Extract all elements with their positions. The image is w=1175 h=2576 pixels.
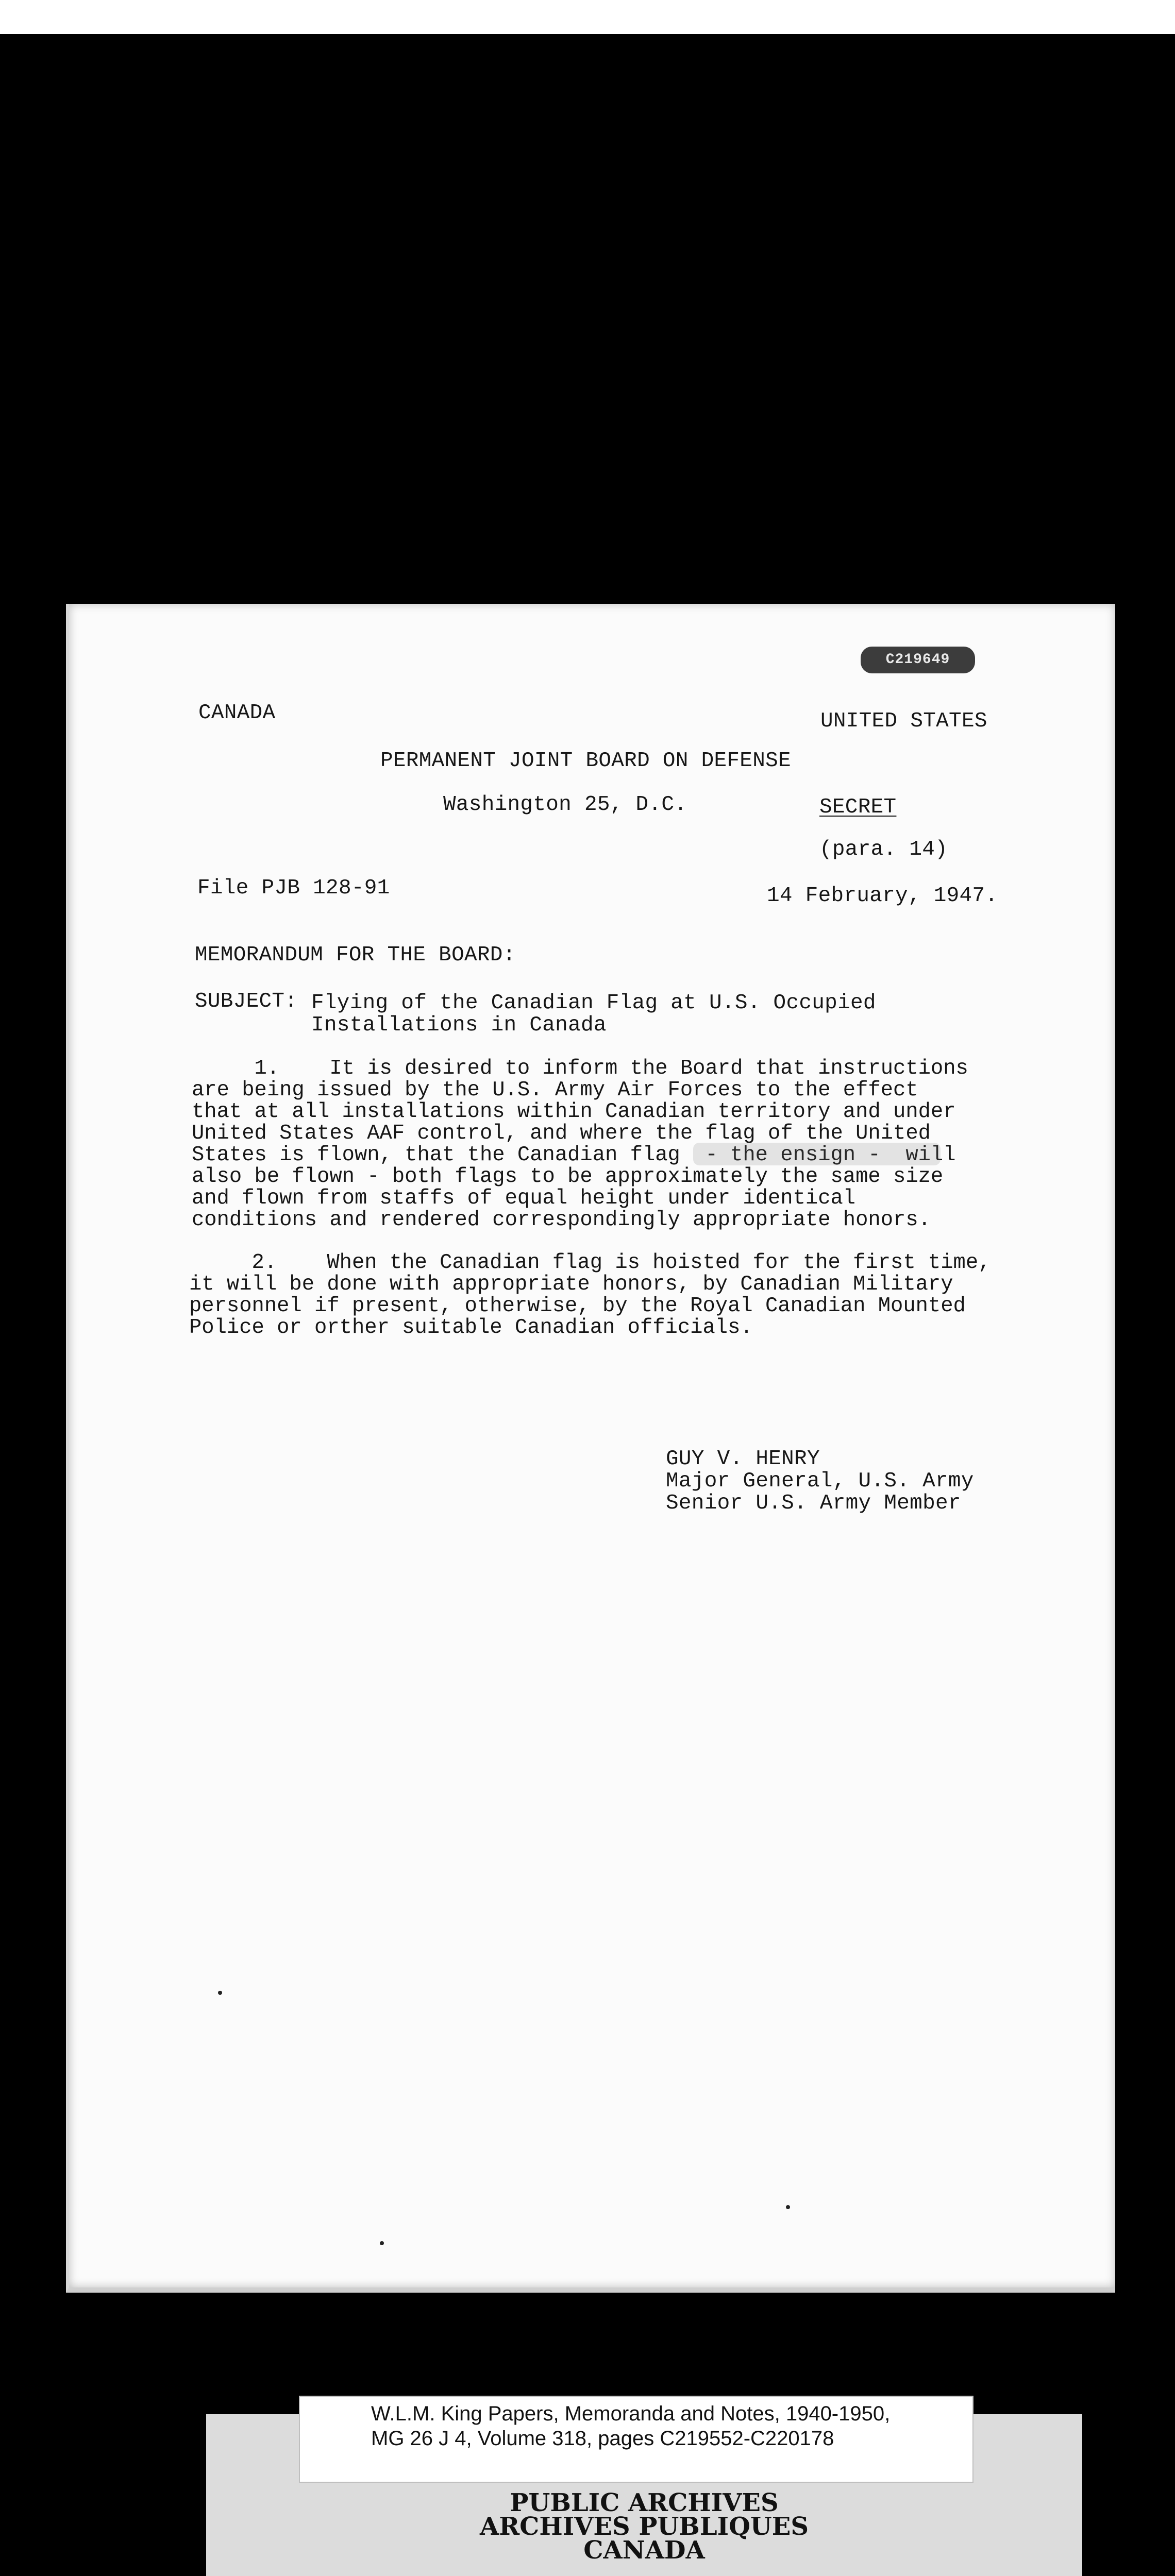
memo-page [66,604,1115,2293]
subject-label: SUBJECT: [195,990,298,1013]
page-number-stamp: C219649 [861,647,975,673]
archives-stamp-line-1: PUBLIC ARCHIVES [510,2488,779,2517]
file-reference: File PJB 128-91 [197,876,390,900]
smudged-text [693,1143,941,1165]
board-title: PERMANENT JOINT BOARD ON DEFENSE [380,749,791,773]
signature-name: GUY V. HENRY [666,1447,820,1471]
location: Washington 25, D.C. [443,793,687,817]
memo-date: 14 February, 1947. [767,884,998,908]
archive-citation-line-2: MG 26 J 4, Volume 318, pages C219552-C220178 [371,2427,834,2450]
memo-addressee: MEMORANDUM FOR THE BOARD: [195,943,516,967]
subject-line-1: Flying of the Canadian Flag at U.S. Occupied [311,991,876,1015]
header-united-states: UNITED STATES [820,709,987,733]
scan-speck [786,2205,790,2209]
subject-line-2: Installations in Canada [311,1013,607,1037]
scan-speck [380,2241,384,2245]
header-canada: CANADA [198,701,276,725]
signature-title-2: Senior U.S. Army Member [666,1492,961,1515]
classification-secret: SECRET [819,795,897,819]
paragraph-2: 2. When the Canadian flag is hoisted for the first time, it will be done with appropriate honors, by Canadian Military personnel if present, otherwise, by the Royal Canadian Mounted Police or orther suitable Canadian officials. [189,1251,991,1340]
signature-title-1: Major General, U.S. Army [666,1469,974,1493]
archive-citation-line-1: W.L.M. King Papers, Memoranda and Notes, 1940-1950, [371,2402,891,2425]
archives-stamp [206,2488,1082,2565]
paragraph-1: 1. It is desired to inform the Board that instructions are being issued by the U.S. Army Air Forces to the effect that at all installations within Canadian territory and under United States AAF control, and where the flag of the United States is flown, that the Canadian flag - the ensign - will also be flown - both flags to be approximately the same size and flown from staffs of equal height under identical conditions and rendered correspondingly appropriate honors. [192,1057,968,1232]
archives-stamp-line-2: ARCHIVES PUBLIQUES [480,2512,809,2541]
archives-stamp-line-3: CANADA [583,2536,705,2565]
scan-speck [218,1991,222,1995]
para-reference: (para. 14) [819,838,948,861]
